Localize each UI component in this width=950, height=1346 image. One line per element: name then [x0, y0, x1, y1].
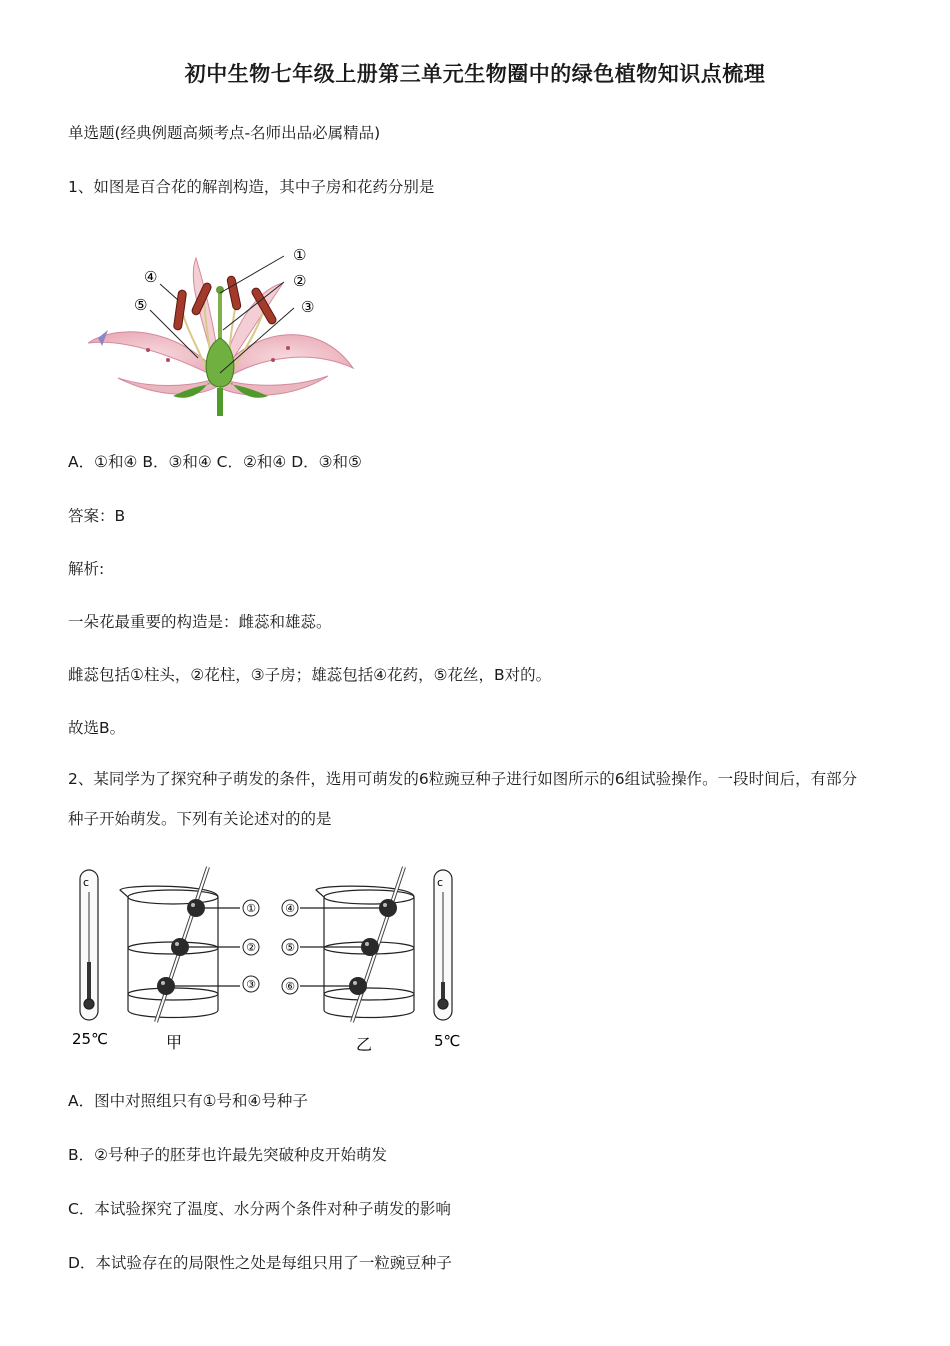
- label-3: ③: [301, 298, 315, 316]
- question-1-stem: 1、如图是百合花的解剖构造，其中子房和花药分别是: [68, 178, 435, 196]
- label-5: ⑤: [285, 941, 295, 954]
- analysis-line: 故选B。: [68, 719, 126, 737]
- question-2-stem: 2、某同学为了探究种子萌发的条件，选用可萌发的6粒豌豆种子进行如图所示的6组试验操作。一段时间后，有部分种子开始萌发。下列有关论述对的的是: [68, 770, 858, 828]
- label-1: ①: [293, 246, 307, 264]
- beaker-yi-label: 乙: [356, 1035, 373, 1054]
- label-4: ④: [285, 902, 295, 915]
- thermo-unit-right: c: [437, 876, 444, 889]
- label-2: ②: [293, 272, 307, 290]
- question-2-option-d: D．本试验存在的局限性之处是每组只用了一粒豌豆种子: [68, 1254, 452, 1272]
- analysis-line: 一朵花最重要的构造是：雌蕊和雄蕊。: [68, 613, 332, 631]
- question-1-answer: 答案：B: [68, 507, 126, 525]
- left-temperature: 25℃: [72, 1030, 108, 1048]
- question-1-options: A．①和④ B．③和④ C．②和④ D．③和⑤: [68, 453, 362, 471]
- label-5: ⑤: [134, 296, 148, 314]
- section-heading: 单选题(经典例题高频考点-名师出品必属精品): [68, 124, 381, 142]
- thermo-unit-left: c: [83, 876, 90, 889]
- beaker-jia-label: 甲: [166, 1033, 183, 1052]
- question-2-option-a: A．图中对照组只有①号和④号种子: [68, 1092, 308, 1110]
- right-temperature: 5℃: [434, 1032, 461, 1050]
- label-4: ④: [144, 268, 158, 286]
- label-1: ①: [246, 902, 256, 915]
- label-2: ②: [246, 941, 256, 954]
- question-1-analysis-label: 解析:: [68, 560, 105, 578]
- lily-flower-figure: [78, 238, 368, 418]
- question-2-option-c: C．本试验探究了温度、水分两个条件对种子萌发的影响: [68, 1200, 451, 1218]
- label-3: ③: [246, 978, 256, 991]
- seed-germination-figure: [68, 862, 468, 1057]
- label-6: ⑥: [285, 980, 295, 993]
- page-title: 初中生物七年级上册第三单元生物圈中的绿色植物知识点梳理: [184, 62, 766, 86]
- analysis-line: 雌蕊包括①柱头，②花柱，③子房；雄蕊包括④花药，⑤花丝，B对的。: [68, 666, 552, 684]
- question-2-option-b: B．②号种子的胚芽也许最先突破种皮开始萌发: [68, 1146, 388, 1164]
